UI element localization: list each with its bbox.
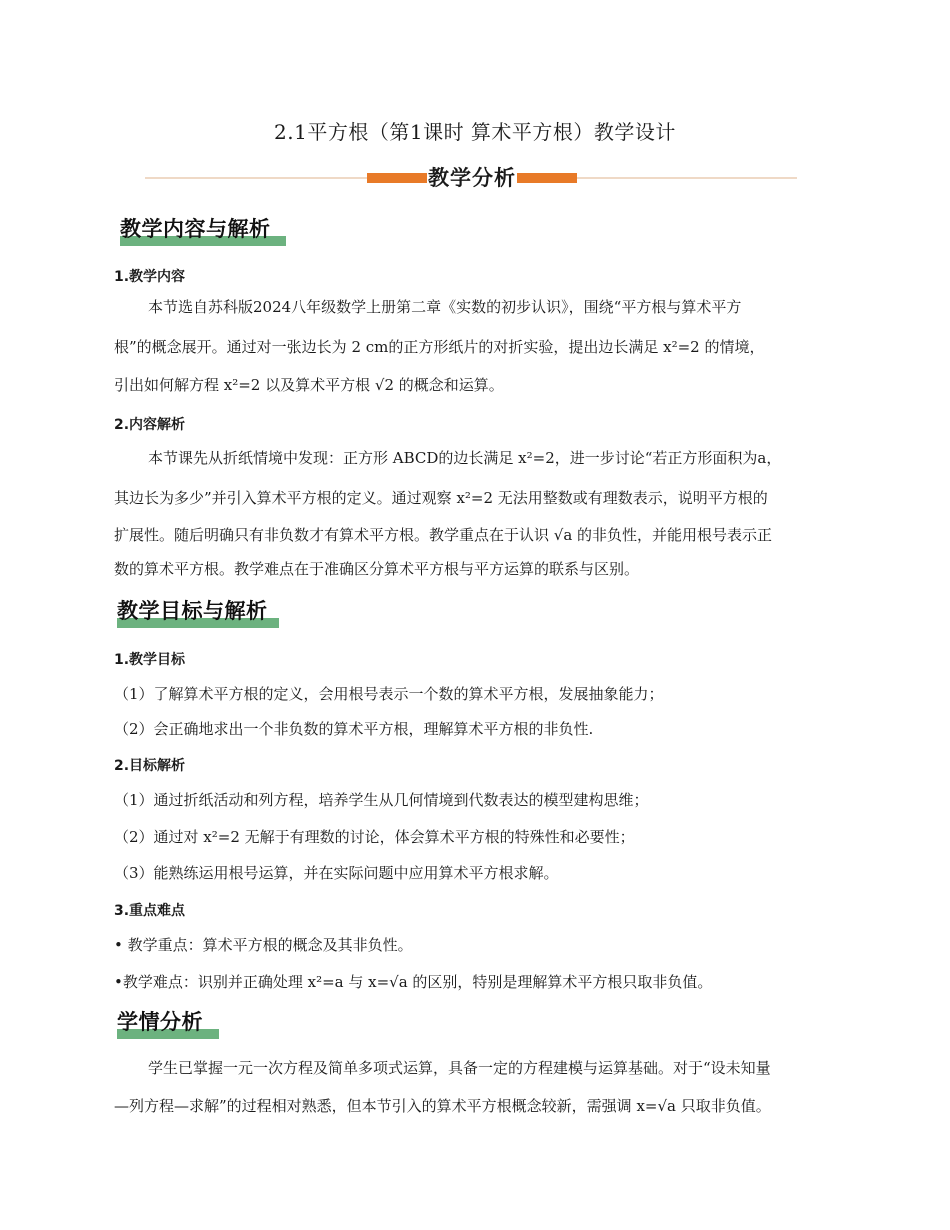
goal-analysis-item: （3）能熟练运用根号运算，并在实际问题中应用算术平方根求解。 [114, 864, 559, 882]
subheading-content: 1.教学内容 [114, 269, 186, 285]
goal-item: （2）会正确地求出一个非负数的算术平方根，理解算术平方根的非负性. [114, 720, 594, 738]
paragraph-line: 引出如何解方程 x²=2 以及算术平方根 √2 的概念和运算。 [114, 376, 504, 394]
banner-bar-left [367, 173, 429, 183]
section-heading-content [120, 213, 271, 243]
goal-item: （1）了解算术平方根的定义，会用根号表示一个数的算术平方根，发展抽象能力； [114, 685, 664, 703]
paragraph-line: 根”的概念展开。通过对一张边长为 2 cm的正方形纸片的对折实验，提出边长满足 x²=2 的情境， [114, 338, 765, 356]
section-heading-students [117, 1006, 203, 1036]
subheading-analysis: 2.内容解析 [114, 417, 186, 433]
paragraph-line: 扩展性。随后明确只有非负数才有算术平方根。教学重点在于认识 √a 的非负性，并能用根号表示正 [114, 526, 773, 544]
subheading-goal-analysis: 2.目标解析 [114, 758, 186, 774]
subheading-key-points: 3.重点难点 [114, 903, 186, 919]
key-point-item: •教学难点：识别并正确处理 x²=a 与 x=√a 的区别，特别是理解算术平方根只取非负值。 [114, 973, 713, 991]
paragraph-line: 本节选自苏科版2024八年级数学上册第二章《实数的初步认识》，围绕“平方根与算术平方 [148, 298, 742, 316]
subheading-goals: 1.教学目标 [114, 652, 186, 668]
paragraph-line: —列方程—求解”的过程相对熟悉，但本节引入的算术平方根概念较新，需强调 x=√a 只取非负值。 [114, 1097, 771, 1115]
section-heading-text: 教学目标与解析 [117, 599, 268, 623]
paragraph-line: 其边长为多少”并引入算术平方根的定义。通过观察 x²=2 无法用整数或有理数表示，说明平方根的 [114, 489, 768, 507]
section-banner [145, 160, 797, 196]
goal-analysis-item: （1）通过折纸活动和列方程，培养学生从几何情境到代数表达的模型建构思维； [114, 791, 649, 809]
paragraph-line: 学生已掌握一元一次方程及简单多项式运算，具备一定的方程建模与运算基础。对于“设未知量 [148, 1059, 771, 1077]
banner-label: 教学分析 [427, 162, 517, 192]
key-point-item: • 教学重点：算术平方根的概念及其非负性。 [114, 936, 413, 954]
paragraph-line: 数的算术平方根。教学难点在于准确区分算术平方根与平方运算的联系与区别。 [114, 560, 640, 578]
section-heading-goals [117, 595, 268, 625]
section-heading-text: 教学内容与解析 [120, 217, 271, 241]
banner-bar-right [515, 173, 577, 183]
goal-analysis-item: （2）通过对 x²=2 无解于有理数的讨论，体会算术平方根的特殊性和必要性； [114, 828, 635, 846]
section-heading-text: 学情分析 [117, 1010, 203, 1034]
document-title: 2.1平方根（第1课时 算术平方根）教学设计 [274, 120, 676, 144]
paragraph-line: 本节课先从折纸情境中发现：正方形 ABCD的边长满足 x²=2，进一步讨论“若正方形面积为a， [148, 449, 782, 467]
